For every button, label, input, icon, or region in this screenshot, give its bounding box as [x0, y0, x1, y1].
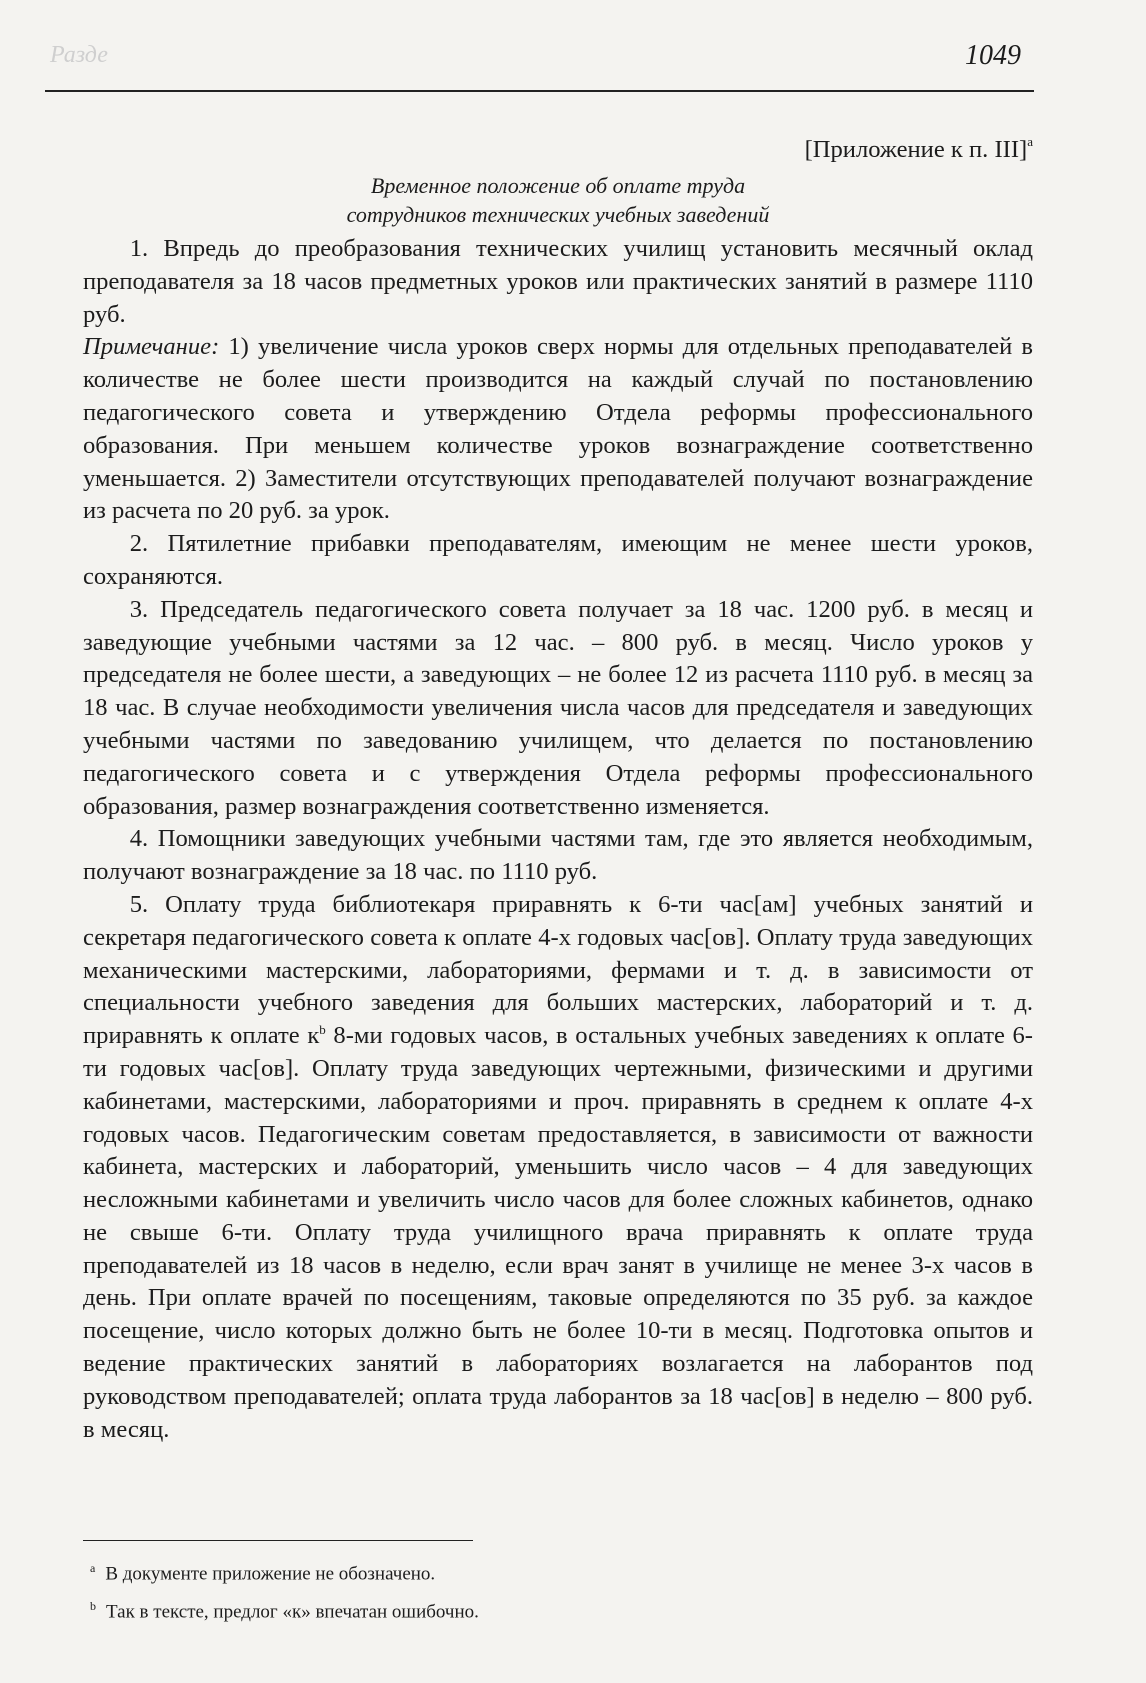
note-text: 1) увеличение числа уроков сверх нормы для отдельных преподавателей в количестве не более шести производится на каждый случай по постановлению педагогического совета и утверждению Отдела реформы профессионального образования. При меньшем количестве уроков вознаграждение соответственно уменьшается. 2) Заместители отсутствующих преподавателей получают вознаграждение из расчета по 20 руб. за урок. [83, 333, 1033, 525]
footnote-b: $^b$ Так в тексте, предлог «к» впечатан ошибочно. [90, 1599, 479, 1623]
footnotes [90, 1552, 990, 1629]
note-label: Примечание: [83, 333, 220, 361]
title-line-1: Временное положение об оплате труда [370, 172, 746, 198]
footnote-rule [83, 1540, 473, 1541]
main-text [83, 128, 1033, 1446]
appendix-label: [Приложение к п. III]$^a$ [804, 134, 1033, 164]
running-head: Разде [50, 42, 108, 68]
paragraph-4: 4. Помощники заведующих учебными частями там, где это является необходимым, получают вознаграждение за 18 час. по 1110 руб. [83, 825, 1033, 886]
document-title [83, 171, 1033, 229]
note-paragraph [83, 331, 1033, 528]
footnote-a: $^a$ В документе приложение не обозначено. [90, 1561, 436, 1585]
paragraph-2: 2. Пятилетние прибавки преподавателям, имеющим не менее шести уроков, сохраняются. [83, 530, 1033, 590]
footnote-ref-b: b [319, 1021, 326, 1037]
paragraph-5: 5. Оплату труда библиотекаря приравнять к 6-ти час[ам] учебных занятий и секретаря педагогического совета к оплате 4-х годовых час[ов]. Оплату труда заведующих механическими мастерскими, лабораториями, фермами и т. д. в зависимости от специальности учебного заведения для больших мастерских, лабораторий и т. д. приравнять к оплате к$^b$ 8-ми годовых часов, в остальных учебных заведениях к оплате 6-ти годовых час[ов]. Оплату труда заведующих чертежными, физическими и другими кабинетами, мастерскими, лабораториями и проч. приравнять в среднем к оплате 4-х годовых часов. Педагогическим советам предоставляется, в зависимости от важности кабинета, мастерских и лабораторий, уменьшить число часов – 4 для заведующих несложными кабинетами и увеличить число часов для более сложных кабинетов, однако не свыше 6-ти. Оплату труда училищного врача приравнять к оплате труда преподавателей из 18 часов в неделю, если врач занят в училище не менее 3-х часов в день. При оплате врачей по посещениям, таковые определяются по 35 руб. за каждое посещение, число которых должно быть не более 10-ти в месяц. Подготовка опытов и ведение практических занятий в лабораториях возлагается на лаборантов под руководством преподавателей; оплата труда лаборантов за 18 час[ов] в неделю – 800 руб. в месяц. [83, 890, 1033, 1443]
title-line-2: сотрудников технических учебных заведений [346, 201, 770, 227]
page-number: 1049 [965, 40, 1021, 71]
paragraph-3: 3. Председатель педагогического совета получает за 18 час. 1200 руб. в месяц и заведующие учебными частями за 12 час. – 800 руб. в месяц. Число уроков у председателя не более шести, а заведующих – не более 12 из расчета 1110 руб. в месяц за 18 час. В случае необходимости увеличения числа часов для председателя и заведующих учебными частями по заведованию училищем, что делается по постановлению педагогического совета и с утверждения Отдела реформы профессионального образования, размер вознаграждения соответственно изменяется. [83, 595, 1033, 820]
paragraph-1: 1. Впредь до преобразования технических училищ установить месячный оклад преподавателя за 18 часов предметных уроков или практических занятий в размере 1110 руб. [83, 234, 1033, 328]
header-rule [45, 90, 1034, 92]
footnote-ref-a: a [1027, 134, 1033, 149]
